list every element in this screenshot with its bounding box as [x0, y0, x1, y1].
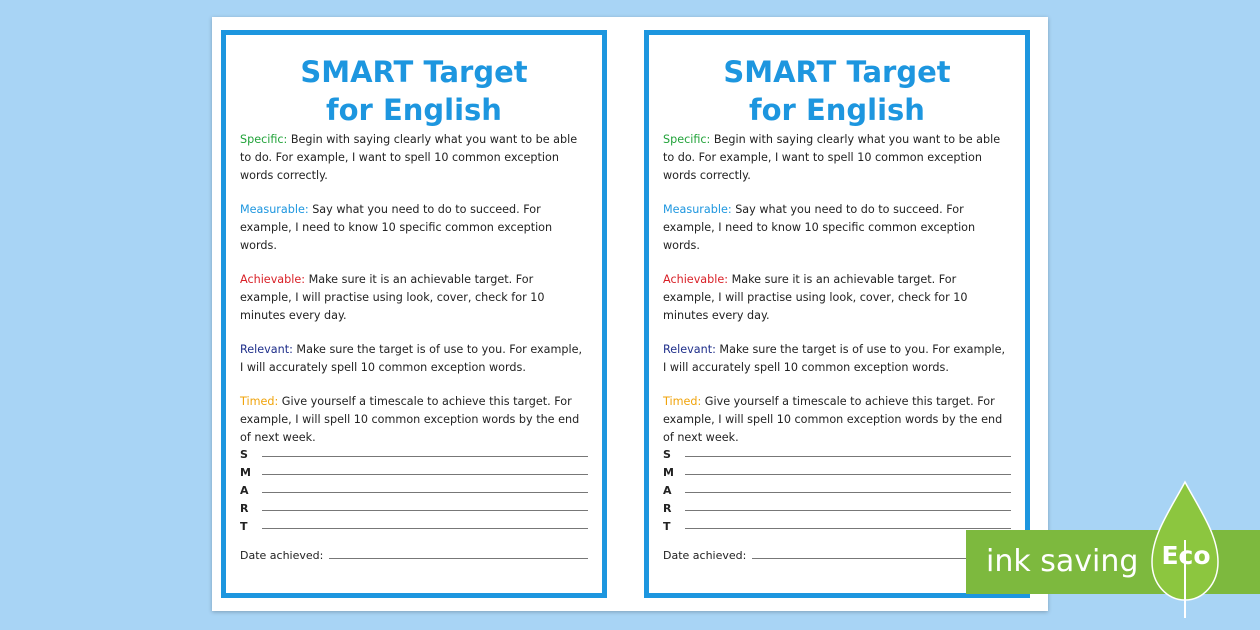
write-rule: [685, 510, 1011, 511]
relevant-paragraph: [240, 341, 588, 377]
achievable-text: Make sure it is an achievable target. For example, I will practise using look, cover, check for 10 minutes every day.: [240, 273, 545, 322]
write-line-t[interactable]: [663, 515, 1011, 533]
write-rule: [685, 492, 1011, 493]
title-line-1: SMART Target: [723, 55, 951, 89]
write-line-t[interactable]: [240, 515, 588, 533]
letter-t: T: [663, 520, 671, 533]
worksheet-sheet: [212, 17, 1048, 611]
letter-r: R: [240, 502, 249, 515]
specific-text: Begin with saying clearly what you want to be able to do. For example, I want to spell 10 common exception words correctly.: [240, 133, 578, 182]
title-line-2: for English: [326, 93, 502, 127]
letter-t: T: [240, 520, 248, 533]
write-rule: [262, 510, 588, 511]
write-line-a[interactable]: [240, 479, 588, 497]
write-line-r[interactable]: [663, 497, 1011, 515]
specific-text: Begin with saying clearly what you want to be able to do. For example, I want to spell 10 common exception words correctly.: [663, 133, 1001, 182]
write-rule: [685, 456, 1011, 457]
specific-paragraph: [663, 131, 1011, 185]
write-rule: [262, 474, 588, 475]
smart-write-lines: [663, 443, 1011, 533]
measurable-text: Say what you need to do to succeed. For example, I need to know 10 specific common exception words.: [663, 203, 976, 252]
achievable-term: Achievable:: [663, 273, 729, 286]
letter-s: S: [663, 448, 671, 461]
write-rule: [262, 492, 588, 493]
timed-text: Give yourself a timescale to achieve this target. For example, I will spell 10 common exception words by the end of next week.: [240, 395, 580, 444]
date-achieved-row[interactable]: [663, 549, 1011, 562]
timed-paragraph: [663, 393, 1011, 447]
date-rule: [329, 558, 588, 559]
relevant-text: Make sure the target is of use to you. For example, I will accurately spell 10 common exception words.: [663, 343, 1006, 374]
title-line-1: SMART Target: [300, 55, 528, 89]
date-achieved-label: Date achieved:: [240, 549, 324, 562]
write-rule: [262, 456, 588, 457]
letter-a: A: [240, 484, 249, 497]
card-body: [663, 131, 1011, 463]
measurable-term: Measurable:: [663, 203, 732, 216]
card-title: [649, 53, 1025, 129]
relevant-text: Make sure the target is of use to you. For example, I will accurately spell 10 common exception words.: [240, 343, 583, 374]
timed-term: Timed:: [663, 395, 702, 408]
achievable-paragraph: [240, 271, 588, 325]
achievable-text: Make sure it is an achievable target. For example, I will practise using look, cover, check for 10 minutes every day.: [663, 273, 968, 322]
write-rule: [262, 528, 588, 529]
write-line-r[interactable]: [240, 497, 588, 515]
timed-paragraph: [240, 393, 588, 447]
write-line-s[interactable]: [240, 443, 588, 461]
write-rule: [685, 528, 1011, 529]
smart-write-lines: [240, 443, 588, 533]
measurable-paragraph: [240, 201, 588, 255]
card-body: [240, 131, 588, 463]
write-rule: [685, 474, 1011, 475]
relevant-term: Relevant:: [240, 343, 293, 356]
letter-s: S: [240, 448, 248, 461]
letter-a: A: [663, 484, 672, 497]
write-line-a[interactable]: [663, 479, 1011, 497]
measurable-term: Measurable:: [240, 203, 309, 216]
write-line-m[interactable]: [663, 461, 1011, 479]
smart-card-right: [644, 30, 1030, 598]
date-achieved-label: Date achieved:: [663, 549, 747, 562]
title-line-2: for English: [749, 93, 925, 127]
smart-card-left: [221, 30, 607, 598]
measurable-text: Say what you need to do to succeed. For example, I need to know 10 specific common exception words.: [240, 203, 553, 252]
achievable-term: Achievable:: [240, 273, 306, 286]
measurable-paragraph: [663, 201, 1011, 255]
timed-term: Timed:: [240, 395, 279, 408]
specific-term: Specific:: [663, 133, 711, 146]
card-title: [226, 53, 602, 129]
ink-saving-text: ink saving: [986, 544, 1139, 579]
specific-paragraph: [240, 131, 588, 185]
write-line-m[interactable]: [240, 461, 588, 479]
write-line-s[interactable]: [663, 443, 1011, 461]
timed-text: Give yourself a timescale to achieve this target. For example, I will spell 10 common exception words by the end of next week.: [663, 395, 1003, 444]
relevant-paragraph: [663, 341, 1011, 377]
letter-m: M: [240, 466, 251, 479]
letter-m: M: [663, 466, 674, 479]
relevant-term: Relevant:: [663, 343, 716, 356]
letter-r: R: [663, 502, 672, 515]
date-achieved-row[interactable]: [240, 549, 588, 562]
achievable-paragraph: [663, 271, 1011, 325]
specific-term: Specific:: [240, 133, 288, 146]
eco-label: Eco: [1161, 541, 1211, 570]
